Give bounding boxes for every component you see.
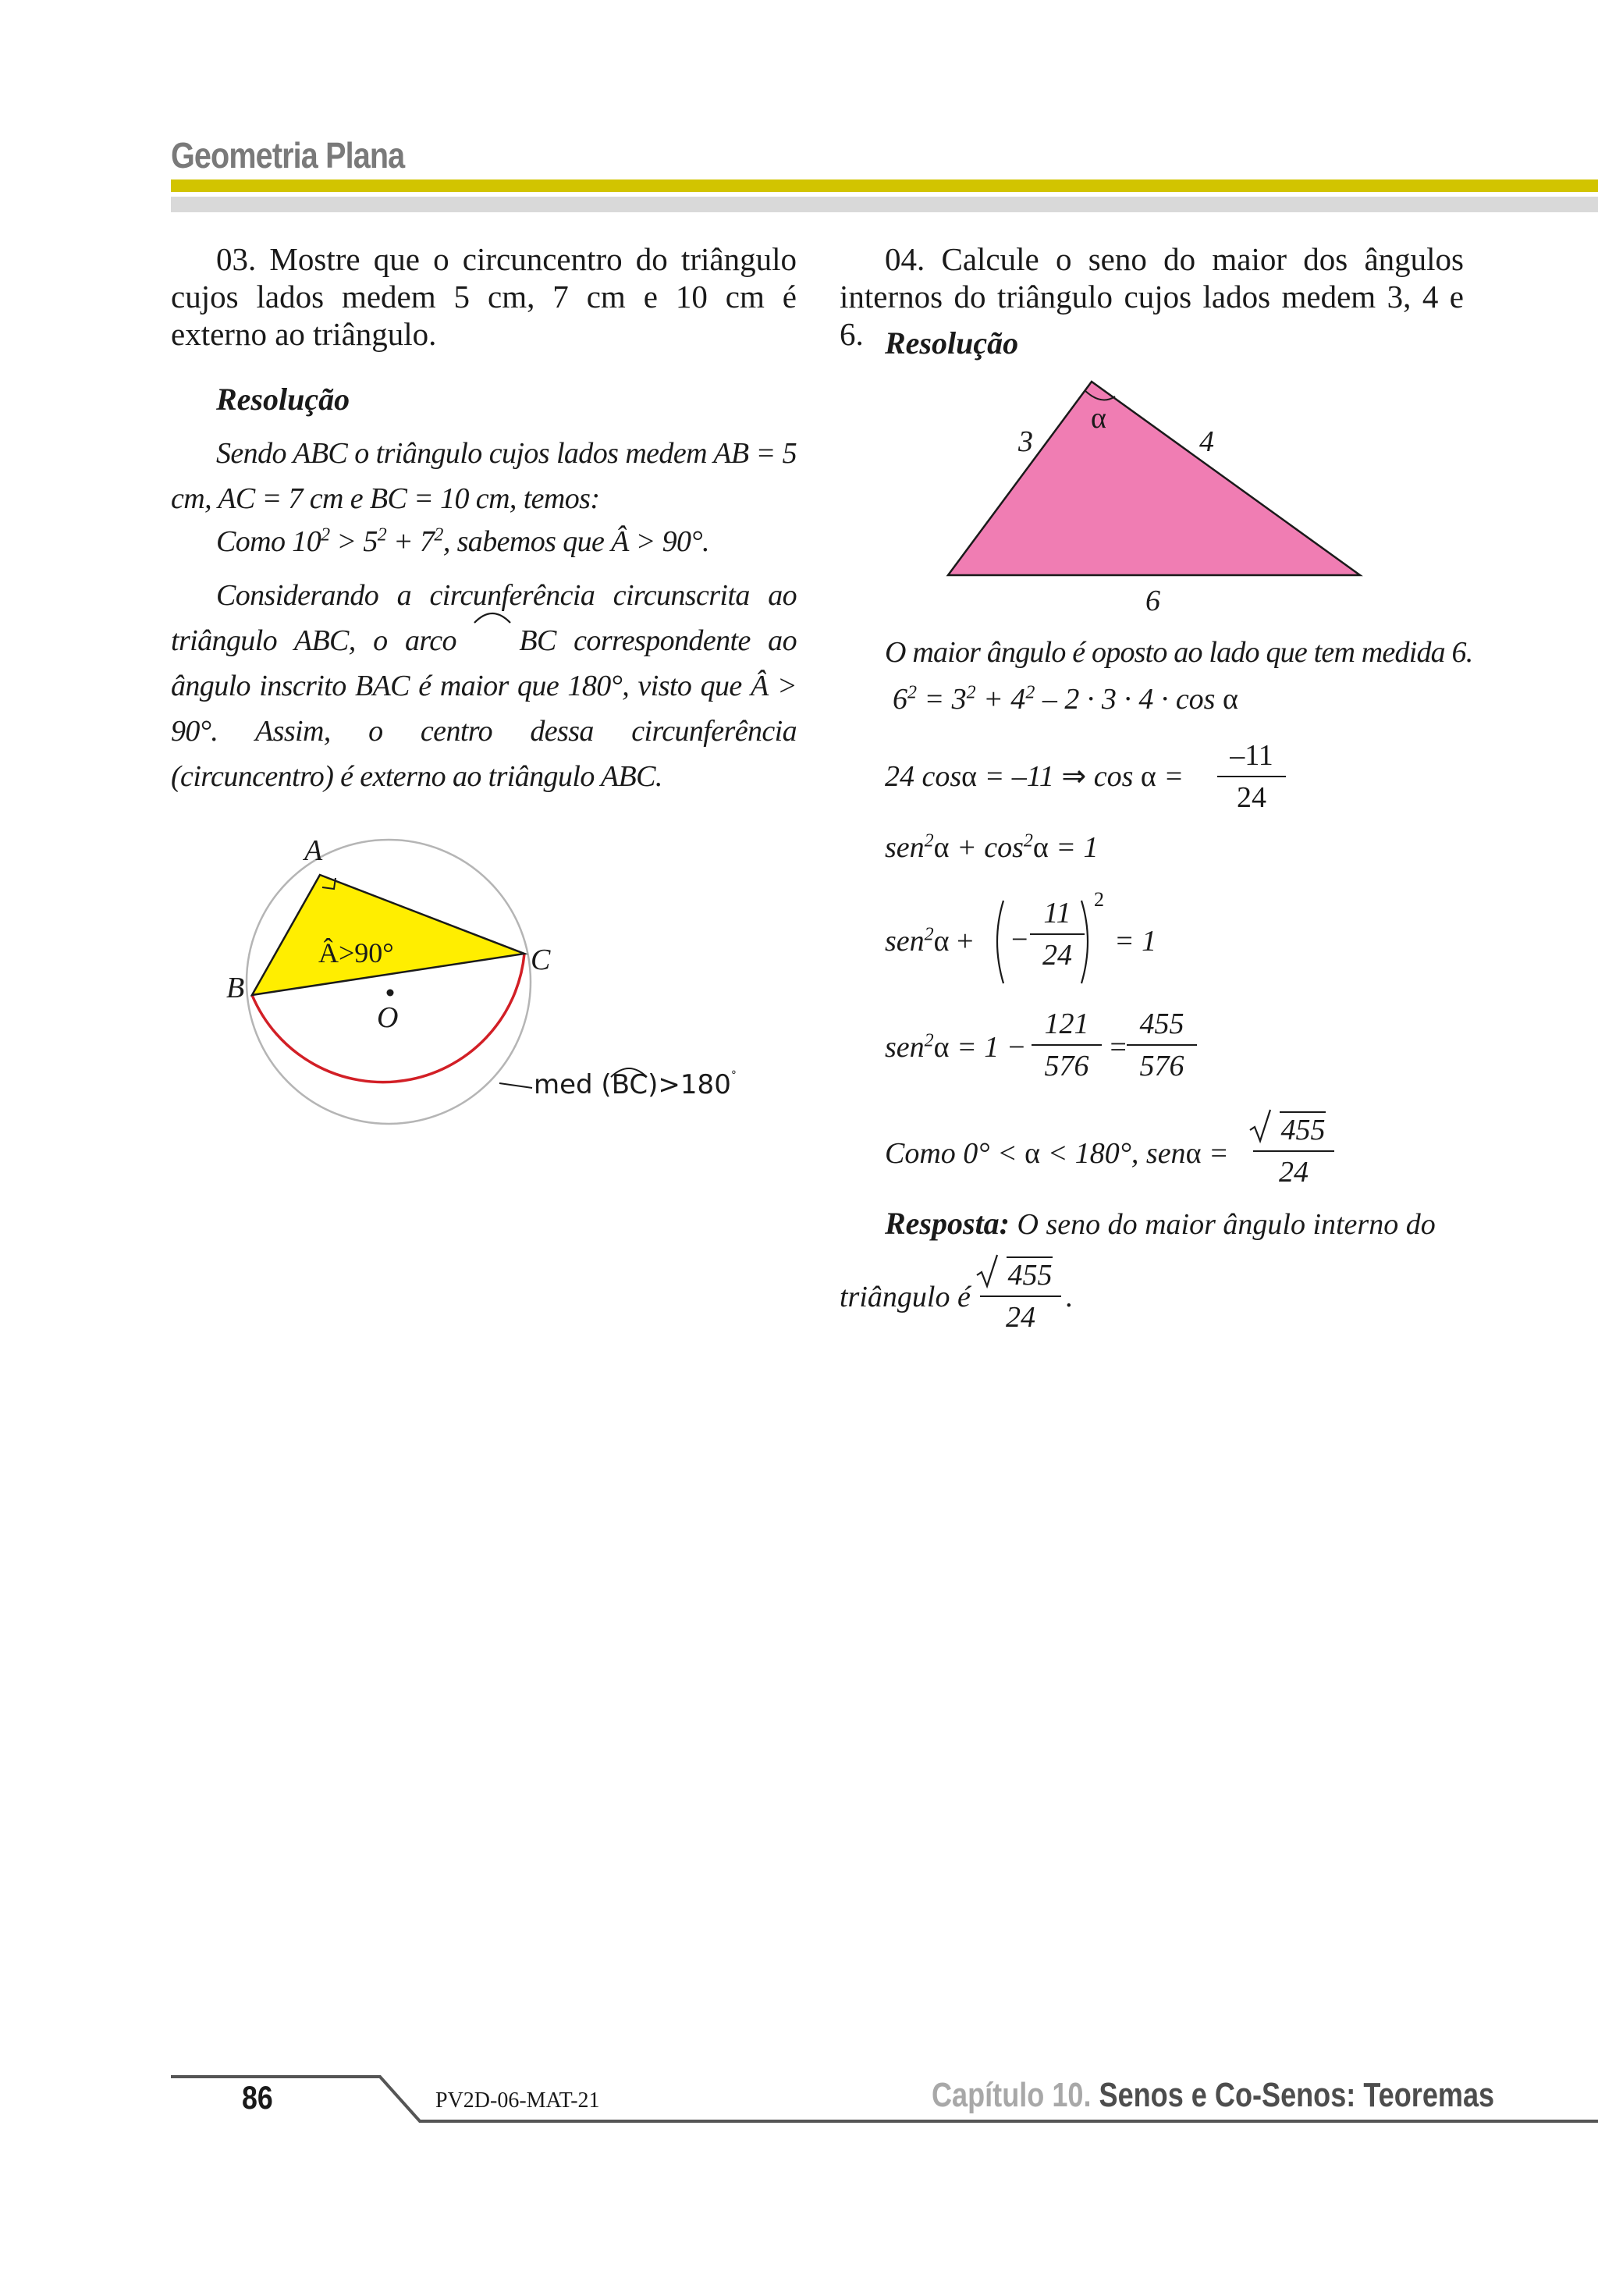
q03-figure-label-o: O [377,1001,399,1034]
q04-triangle-figure [936,367,1373,585]
q03-figure-label-c: C [531,944,551,976]
q04-line-1: O maior ângulo é oposto ao lado que tem medida 6. [885,636,1473,669]
q04-equation-4-fraction: 11 24 [1030,896,1085,972]
q04-equation-5: sen$^2$α = 1 − [885,1030,1027,1064]
arc-notation-bc: BC [474,618,556,663]
footer-chapter: Capítulo 10. Senos e Co-Senos: Teoremas [932,2076,1495,2114]
q04-answer-fraction: 455 24 [980,1256,1061,1335]
q03-figure-label-b: B [226,972,245,1004]
q03-circle-triangle-figure [234,835,780,1147]
q03-figure-arc-label: med ( BC)>180° [534,1069,737,1100]
q04-figure-side-left: 3 [1018,425,1033,458]
q04-figure-alpha: α [1091,402,1106,435]
q04-statement: 04. Calcule o seno do maior dos ângulos internos do triângulo cujos lados medem 3, 4 e 6. [840,241,1464,352]
q04-equation-4-exponent: 2 [1094,888,1104,911]
footer-page-number: 86 [242,2079,273,2116]
arc-symbol-icon [472,607,513,624]
sqrt-symbol-icon [975,1253,999,1289]
q04-figure-side-bottom: 6 [1145,585,1160,617]
q04-answer: Resposta: O seno do maior ângulo interno do [885,1206,1436,1241]
q03-paragraph-2: Como $10^2 > 5^2 + 7^2$, sabemos que Â > 90°. [216,524,709,558]
q04-equation-2: 24 cosα = –11 ⇒ cos α = [885,760,1184,793]
q04-equation-2-fraction: –11 24 [1217,738,1286,815]
q04-equation-4-rhs: = 1 [1114,925,1157,958]
q04-equation-5-equals: = [1108,1031,1128,1064]
q03-figure-angle-text: Â>90° [318,937,394,969]
q04-resolution-label: Resolução [885,325,1019,361]
q04-answer-line-2: triângulo é [840,1281,971,1313]
q04-equation-6-fraction: 455 24 [1253,1111,1334,1189]
page-header-title: Geometria Plana [171,135,405,176]
q03-paragraph-3: Considerando a circunferência circunscrita ao triângulo ABC, o arco BC correspondente ao ângulo inscrito BAC é maior que 180°, visto que Â > 90°. Assim, o centro dessa circunferência (circuncentro) é externo ao triângulo ABC. [171,579,797,793]
q03-resolution-label: Resolução [216,382,350,417]
q04-figure-side-right: 4 [1199,425,1214,458]
footer-code: PV2D-06-MAT-21 [435,2088,600,2113]
header-gray-bar [171,197,1598,212]
q04-equation-5-fraction-2: 455 576 [1127,1007,1197,1083]
q04-equation-6: Como 0° < α < 180°, senα = [885,1137,1229,1170]
header-yellow-bar [171,179,1598,192]
q04-equation-4-minus: − [1011,923,1028,956]
q03-statement: 03. Mostre que o circuncentro do triângulo cujos lados medem 5 cm, 7 cm e 10 cm é externo ao triângulo. [171,241,797,352]
q04-equation-4: sen$^2$α + [885,924,974,958]
q04-equation-5-fraction-1: 121 576 [1032,1007,1102,1083]
q03-figure-label-a: A [304,834,323,867]
q04-equation-1: $6^2 = 3^2 + 4^2 - 2 \cdot 3 \cdot 4 \cdot \cos \alpha$ [893,682,1238,716]
q03-paragraph-1: Sendo ABC o triângulo cujos lados medem AB = 5 cm, AC = 7 cm e BC = 10 cm, temos: [171,437,797,515]
arc-symbol-icon [609,1063,649,1079]
q04-equation-3: $sen^2\alpha + \cos^2\alpha = 1$ [885,830,1099,864]
q04-answer-end: . [1066,1281,1074,1313]
sqrt-symbol-icon [1248,1108,1272,1144]
